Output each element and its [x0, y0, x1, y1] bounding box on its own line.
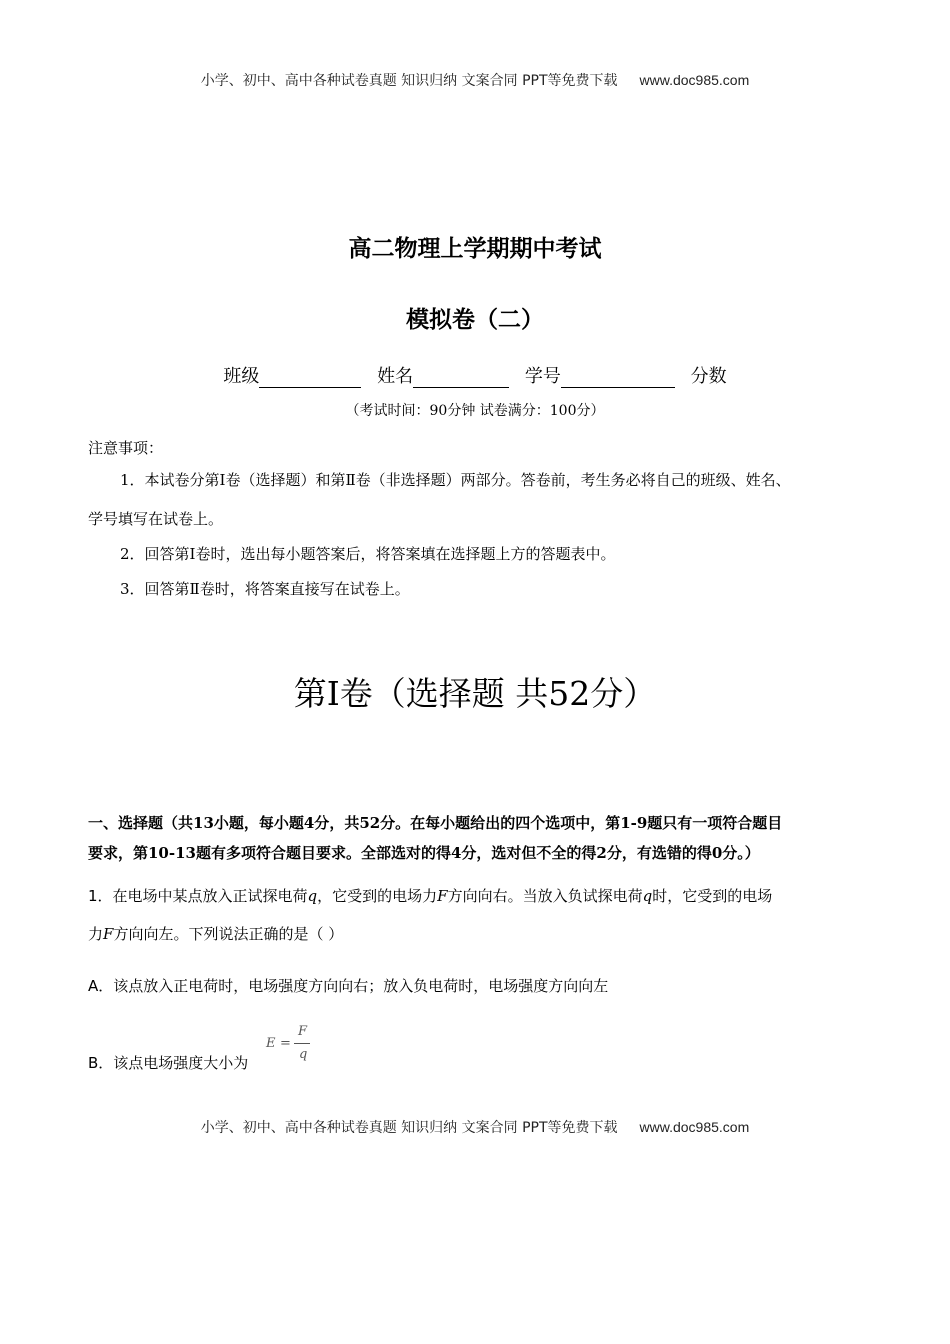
formula-numerator: F [298, 1024, 308, 1039]
formula-denominator: q [299, 1047, 308, 1062]
name-blank[interactable] [413, 367, 509, 388]
instructions-line: 要求，第10-13题有多项符合题目要求。全部选对的得4分，选对但不全的得2分，有选错的得0分。） [88, 844, 760, 862]
q1-text: 方向向左。下列说法正确的是（ ） [113, 925, 344, 943]
id-blank[interactable] [561, 367, 675, 388]
formula-lhs: E [266, 1036, 276, 1051]
time-info: （考试时间：90分钟 试卷满分：100分） [345, 403, 605, 419]
header-site-link[interactable]: www.doc985.com [639, 72, 750, 88]
instructions-line: 一、选择题（共13小题，每小题4分，共52分。在每小题给出的四个选项中，第1-9题只有一项符合题目 [88, 814, 783, 832]
student-info-fields [0, 362, 950, 388]
q1-var-q: q [642, 887, 653, 905]
formula-equals: = [280, 1036, 291, 1051]
page-header [0, 70, 950, 90]
note-item: 2．回答第Ⅰ卷时，选出每小题答案后，将答案填在选择题上方的答题表中。 [120, 545, 616, 563]
notes-title: 注意事项： [88, 439, 164, 457]
footer-site-link[interactable]: www.doc985.com [639, 1119, 750, 1135]
class-blank[interactable] [259, 367, 361, 388]
footer-text: 小学、初中、高中各种试卷真题 知识归纳 文案合同 PPT等免费下载 [200, 1120, 618, 1136]
q1-text: 方向向右。当放入负试探电荷 [447, 887, 643, 905]
name-label: 姓名 [377, 366, 414, 387]
score-label: 分数 [690, 366, 727, 387]
option-a: A．该点放入正电荷时，电场强度方向向右；放入负电荷时，电场强度方向向左 [88, 977, 609, 995]
header-text: 小学、初中、高中各种试卷真题 知识归纳 文案合同 PPT等免费下载 [200, 73, 618, 89]
option-b: B．该点电场强度大小为 [88, 1054, 249, 1072]
note-item: 1．本试卷分第Ⅰ卷（选择题）和第Ⅱ卷（非选择题）两部分。答卷前，考生务必将自己的班级、姓名、 [120, 471, 791, 489]
page-footer [0, 1117, 950, 1137]
class-label: 班级 [223, 366, 260, 387]
q1-text: 1．在电场中某点放入正试探电荷 [88, 887, 308, 905]
q1-var-q: q [307, 887, 318, 905]
q1-text: 时，它受到的电场 [652, 887, 773, 905]
question-1-stem-line2 [88, 923, 343, 944]
q1-var-F: F [437, 887, 448, 905]
section-title: 第Ⅰ卷（选择题 共52分） [293, 674, 657, 713]
q1-var-F: F [103, 925, 114, 943]
fraction-bar [294, 1043, 310, 1044]
id-label: 学号 [524, 366, 561, 387]
q1-text: 力 [88, 925, 104, 943]
exam-subtitle: 模拟卷（二） [406, 307, 544, 333]
exam-title: 高二物理上学期期中考试 [348, 236, 602, 262]
note-item: 3．回答第Ⅱ卷时，将答案直接写在试卷上。 [120, 580, 410, 598]
q1-text: ，它受到的电场力 [317, 887, 438, 905]
question-1-stem [88, 885, 772, 906]
note-item: 学号填写在试卷上。 [88, 510, 224, 528]
